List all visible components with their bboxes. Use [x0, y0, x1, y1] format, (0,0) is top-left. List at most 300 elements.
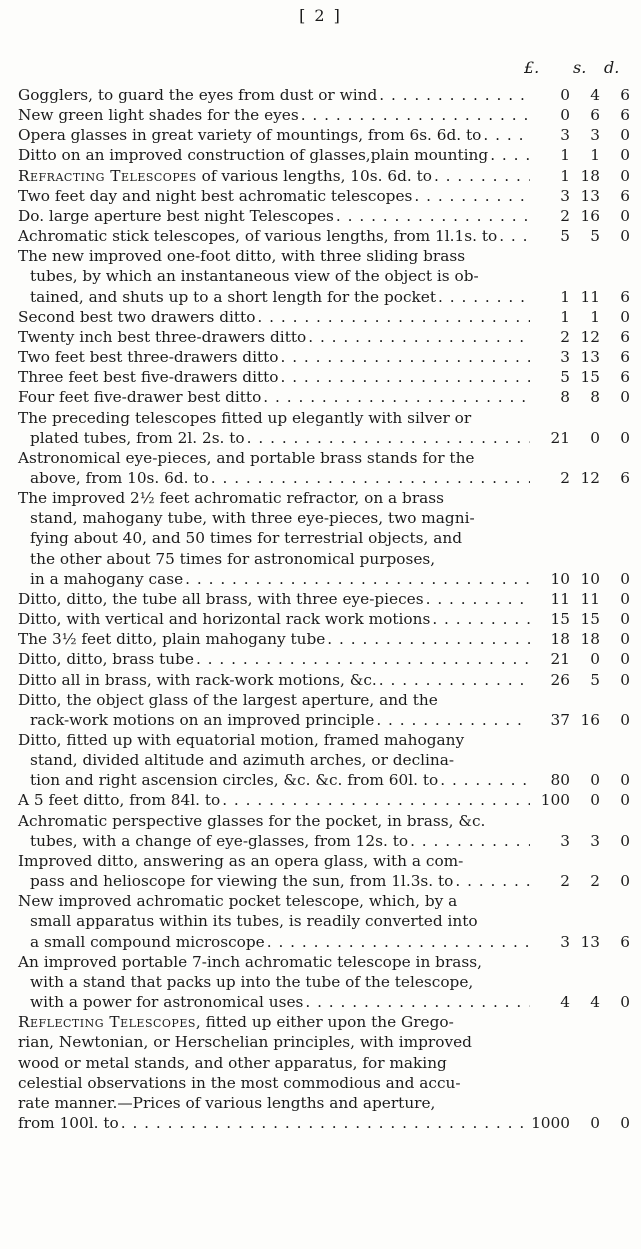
- price-pence: 0: [620, 610, 630, 629]
- entry-price: [530, 125, 630, 145]
- price-entry: [18, 851, 630, 891]
- price-pence: 6: [620, 327, 630, 346]
- price-pence: 0: [620, 589, 630, 608]
- description-text: plated tubes, from 2l. 2s. to: [30, 428, 245, 447]
- price-shillings: 0: [590, 428, 600, 447]
- dot-leader: [440, 770, 530, 790]
- description-text: stand, divided altitude and azimuth arches, or declina-: [30, 751, 455, 770]
- price-entry: [18, 347, 630, 367]
- entry-price: [530, 790, 630, 810]
- price-shillings: 13: [580, 932, 600, 951]
- description-text: tion and right ascension circles, &c. &c. from 60l. to: [30, 771, 439, 790]
- description-text: tubes, by which an instantaneous view of the object is ob-: [30, 267, 479, 286]
- price-entry: [18, 105, 630, 125]
- price-entry: [18, 206, 630, 226]
- description-text: The new improved one-foot ditto, with three sliding brass: [18, 247, 466, 266]
- price-pence: 6: [620, 186, 630, 205]
- price-pence: 6: [620, 932, 630, 951]
- price-pence: 0: [620, 126, 630, 145]
- price-pounds: 21: [550, 650, 570, 669]
- price-pounds: 4: [560, 993, 570, 1012]
- description-text: New improved achromatic pocket telescope, which, by a: [18, 892, 458, 911]
- price-pounds: 3: [560, 348, 570, 367]
- dot-leader: [379, 670, 530, 690]
- description-line: [18, 125, 530, 145]
- dot-leader: [196, 649, 530, 669]
- price-entry: [18, 891, 630, 951]
- price-shillings: 13: [580, 186, 600, 205]
- entry-description: [18, 670, 530, 690]
- price-shillings: 4: [590, 86, 600, 104]
- entry-price: [530, 186, 630, 206]
- entry-price: [530, 226, 630, 246]
- description-line: [18, 871, 530, 891]
- description-line: [18, 307, 530, 327]
- currency-column-headers: [524, 58, 634, 82]
- entry-description: [18, 387, 530, 407]
- price-pounds: 0: [560, 86, 570, 104]
- description-line: [18, 528, 530, 548]
- price-shillings: 1: [590, 146, 600, 165]
- dot-leader: [247, 428, 530, 448]
- description-text: Ditto, ditto, the tube all brass, with three eye-pieces: [18, 589, 424, 608]
- dot-leader: [280, 347, 530, 367]
- entry-price: [530, 932, 630, 952]
- price-pounds: 21: [550, 428, 570, 447]
- description-text: tained, and shuts up to a short length for the pocket: [30, 287, 437, 306]
- entry-price: [530, 609, 630, 629]
- description-text: Two feet best three-drawers ditto: [18, 348, 279, 367]
- description-line: [18, 911, 530, 931]
- description-line: [18, 851, 530, 871]
- price-shillings: 12: [580, 327, 600, 346]
- entry-description: [18, 1012, 530, 1133]
- description-line: [18, 932, 530, 952]
- description-line: [18, 226, 530, 246]
- price-pence: 0: [620, 650, 630, 669]
- entry-description: [18, 952, 530, 1012]
- description-text: celestial observations in the most commodious and accu-: [18, 1073, 461, 1092]
- entry-description: [18, 105, 530, 125]
- description-text: Two feet day and night best achromatic telescopes: [18, 186, 413, 205]
- description-line: [18, 972, 530, 992]
- price-pence: 0: [620, 388, 630, 407]
- price-entry: [18, 609, 630, 629]
- dot-leader: [263, 387, 530, 407]
- entry-description: [18, 891, 530, 951]
- entry-description: [18, 448, 530, 488]
- entry-price: [530, 367, 630, 387]
- description-line: [18, 246, 530, 266]
- dot-leader: [426, 589, 530, 609]
- price-shillings: 11: [580, 589, 600, 608]
- entry-price: [530, 347, 630, 367]
- price-entry: [18, 387, 630, 407]
- description-text: Achromatic perspective glasses for the pocket, in brass, &c.: [18, 811, 486, 830]
- price-pounds: 5: [560, 368, 570, 387]
- description-text: Ditto all in brass, with rack-work motions, &c.: [18, 670, 377, 689]
- description-line: [18, 327, 530, 347]
- dot-leader: [211, 468, 530, 488]
- price-pence: 0: [620, 630, 630, 649]
- entry-price: [530, 629, 630, 649]
- description-line: [18, 448, 530, 468]
- entry-description: [18, 307, 530, 327]
- price-entry: [18, 226, 630, 246]
- entry-price: [530, 145, 630, 165]
- price-entry: [18, 166, 630, 186]
- shillings-header: s.: [573, 58, 587, 77]
- price-shillings: 0: [590, 791, 600, 810]
- price-shillings: 13: [580, 348, 600, 367]
- price-entry: [18, 125, 630, 145]
- entry-description: [18, 166, 530, 186]
- entry-price: [530, 428, 630, 448]
- price-entry: [18, 670, 630, 690]
- price-entry: [18, 952, 630, 1012]
- description-line: [18, 387, 530, 407]
- price-pence: 0: [620, 166, 630, 185]
- price-pounds: 18: [550, 630, 570, 649]
- price-shillings: 4: [590, 993, 600, 1012]
- price-pence: 0: [620, 872, 630, 891]
- entry-price: [530, 85, 630, 105]
- description-line: [18, 206, 530, 226]
- price-pence: 0: [620, 791, 630, 810]
- entry-price: [530, 287, 630, 307]
- dot-leader: [327, 629, 530, 649]
- price-pounds: 3: [560, 186, 570, 205]
- price-pounds: 2: [560, 872, 570, 891]
- dot-leader: [305, 992, 530, 1012]
- pence-header: d.: [604, 58, 620, 77]
- price-pounds: 10: [550, 569, 570, 588]
- entry-price: [530, 831, 630, 851]
- price-entry: [18, 246, 630, 306]
- description-text: rack-work motions on an improved principle: [30, 710, 375, 729]
- entry-price: [530, 206, 630, 226]
- price-pence: 0: [620, 1113, 630, 1132]
- price-shillings: 8: [590, 388, 600, 407]
- price-entry: [18, 790, 630, 810]
- price-pence: 6: [620, 106, 630, 125]
- description-line: [18, 609, 530, 629]
- description-text: the other about 75 times for astronomical purposes,: [30, 549, 436, 568]
- price-pounds: 5: [560, 227, 570, 246]
- description-line: [18, 488, 530, 508]
- description-line: [18, 166, 530, 186]
- dot-leader: [379, 85, 530, 105]
- description-text: The 3½ feet ditto, plain mahogany tube: [18, 630, 326, 649]
- entry-description: [18, 649, 530, 669]
- description-line: [18, 549, 530, 569]
- price-pence: 0: [620, 307, 630, 326]
- dot-leader: [376, 710, 530, 730]
- dot-leader: [185, 569, 530, 589]
- description-text: pass and helioscope for viewing the sun, from 1l.3s. to: [30, 872, 454, 891]
- price-pounds: 1000: [531, 1113, 570, 1132]
- description-line: [18, 508, 530, 528]
- price-pounds: 80: [550, 771, 570, 790]
- dot-leader: [308, 327, 530, 347]
- description-text: from 100l. to: [18, 1113, 119, 1132]
- price-entry: [18, 730, 630, 790]
- price-entry: [18, 629, 630, 649]
- price-pence: 0: [620, 771, 630, 790]
- price-pence: 6: [620, 86, 630, 104]
- entry-description: [18, 690, 530, 730]
- description-line: [18, 649, 530, 669]
- description-line: [18, 891, 530, 911]
- description-text: in a mahogany case: [30, 569, 184, 588]
- price-pounds: 8: [560, 388, 570, 407]
- description-line: [18, 770, 530, 790]
- dot-leader: [336, 206, 530, 226]
- description-text: The improved 2½ feet achromatic refractor, on a brass: [18, 489, 444, 508]
- description-text: a small compound microscope: [30, 932, 265, 951]
- price-pounds: 11: [550, 589, 570, 608]
- description-line: [18, 367, 530, 387]
- entry-price: [530, 992, 630, 1012]
- price-entry: [18, 488, 630, 589]
- price-shillings: 6: [590, 106, 600, 125]
- entry-description: [18, 347, 530, 367]
- description-line: [18, 428, 530, 448]
- entry-description: [18, 790, 530, 810]
- entry-price: [530, 468, 630, 488]
- description-text: Ditto on an improved construction of glasses,plain mounting: [18, 146, 489, 165]
- entry-price: [530, 710, 630, 730]
- entry-price: [530, 307, 630, 327]
- price-shillings: 1: [590, 307, 600, 326]
- dot-leader: [280, 367, 530, 387]
- description-text: Opera glasses in great variety of mountings, from 6s. 6d. to: [18, 126, 482, 145]
- price-entry: [18, 448, 630, 488]
- entry-description: [18, 589, 530, 609]
- description-text: New green light shades for the eyes: [18, 106, 299, 125]
- price-pounds: 1: [560, 146, 570, 165]
- dot-leader: [414, 186, 530, 206]
- price-entry: [18, 811, 630, 851]
- description-text: with a stand that packs up into the tube of the telescope,: [30, 972, 474, 991]
- price-pounds: 0: [560, 106, 570, 125]
- price-shillings: 3: [590, 831, 600, 850]
- price-pounds: 2: [560, 206, 570, 225]
- entry-price: [530, 871, 630, 891]
- description-line: [18, 629, 530, 649]
- description-line: [18, 670, 530, 690]
- price-pence: 6: [620, 468, 630, 487]
- price-pence: 0: [620, 227, 630, 246]
- description-text: Gogglers, to guard the eyes from dust or wind: [18, 86, 378, 104]
- description-text: above, from 10s. 6d. to: [30, 468, 209, 487]
- description-text: Ditto, ditto, brass tube: [18, 650, 194, 669]
- description-text: rate manner.—Prices of various lengths and aperture,: [18, 1093, 436, 1112]
- price-entry: [18, 145, 630, 165]
- entry-price: [530, 569, 630, 589]
- description-line: [18, 790, 530, 810]
- description-text: small apparatus within its tubes, is readily converted into: [30, 912, 478, 931]
- price-entry: [18, 690, 630, 730]
- price-shillings: 16: [580, 206, 600, 225]
- price-entry: [18, 85, 630, 105]
- price-entry: [18, 649, 630, 669]
- price-pence: 0: [620, 206, 630, 225]
- description-line: [18, 186, 530, 206]
- description-line: [18, 347, 530, 367]
- price-pounds: 3: [560, 126, 570, 145]
- description-line: [18, 1073, 530, 1093]
- entry-description: [18, 226, 530, 246]
- description-text: Achromatic stick telescopes, of various lengths, from 1l.1s. to: [18, 227, 498, 246]
- description-line: [18, 690, 530, 710]
- pounds-header: £.: [524, 58, 540, 77]
- description-line: [18, 831, 530, 851]
- dot-leader: [499, 226, 530, 246]
- price-shillings: 12: [580, 468, 600, 487]
- description-line: [18, 85, 530, 105]
- price-pounds: 1: [560, 307, 570, 326]
- entry-description: [18, 811, 530, 851]
- description-text: An improved portable 7-inch achromatic telescope in brass,: [18, 952, 482, 971]
- description-line: [18, 145, 530, 165]
- dot-leader: [222, 790, 530, 810]
- description-line: [18, 1032, 530, 1052]
- entry-price: [530, 327, 630, 347]
- price-entry: [18, 367, 630, 387]
- description-text: Four feet five-drawer best ditto: [18, 388, 262, 407]
- description-line: [18, 266, 530, 286]
- price-shillings: 0: [590, 1113, 600, 1132]
- price-shillings: 10: [580, 569, 600, 588]
- entry-price: [530, 649, 630, 669]
- description-text: rian, Newtonian, or Herschelian principles, with improved: [18, 1033, 472, 1052]
- price-pounds: 100: [540, 791, 570, 810]
- price-shillings: 11: [580, 287, 600, 306]
- description-line: [18, 710, 530, 730]
- price-pounds: 26: [550, 670, 570, 689]
- entry-description: [18, 327, 530, 347]
- price-pence: 0: [620, 569, 630, 588]
- description-text: Ditto, with vertical and horizontal rack work motions: [18, 610, 431, 629]
- price-pence: 0: [620, 670, 630, 689]
- price-pence: 0: [620, 710, 630, 729]
- price-shillings: 15: [580, 368, 600, 387]
- entry-description: [18, 629, 530, 649]
- price-pounds: 2: [560, 468, 570, 487]
- description-line: [18, 105, 530, 125]
- entry-price: [530, 589, 630, 609]
- price-pounds: 1: [560, 166, 570, 185]
- price-pounds: 1: [560, 287, 570, 306]
- price-shillings: 15: [580, 610, 600, 629]
- entry-price: [530, 1113, 630, 1133]
- price-entry: [18, 307, 630, 327]
- price-shillings: 5: [590, 670, 600, 689]
- description-line: [18, 287, 530, 307]
- dot-leader: [455, 871, 530, 891]
- description-text: fying about 40, and 50 times for terrestrial objects, and: [30, 529, 462, 548]
- price-entry: [18, 327, 630, 347]
- price-shillings: 18: [580, 630, 600, 649]
- description-text: stand, mahogany tube, with three eye-pieces, two magni-: [30, 509, 475, 528]
- price-pence: 0: [620, 146, 630, 165]
- entry-description: [18, 145, 530, 165]
- description-line: [18, 1012, 530, 1032]
- entry-description: [18, 85, 530, 105]
- description-text: Improved ditto, answering as an opera glass, with a com-: [18, 851, 464, 870]
- entry-description: [18, 206, 530, 226]
- description-text: Astronomical eye-pieces, and portable brass stands for the: [18, 448, 475, 467]
- price-entry: [18, 186, 630, 206]
- entry-price: [530, 166, 630, 186]
- entry-price: [530, 387, 630, 407]
- description-line: [18, 1093, 530, 1113]
- description-line: [18, 952, 530, 972]
- description-text: Ditto, the object glass of the largest aperture, and the: [18, 690, 438, 709]
- dot-leader: [432, 609, 530, 629]
- price-pence: 0: [620, 428, 630, 447]
- price-pence: 6: [620, 368, 630, 387]
- description-text: Second best two drawers ditto: [18, 307, 256, 326]
- description-line: [18, 750, 530, 770]
- dot-leader: [434, 166, 530, 186]
- description-line: [18, 1053, 530, 1073]
- price-pounds: 37: [550, 710, 570, 729]
- price-shillings: 5: [590, 227, 600, 246]
- entry-description: [18, 730, 530, 790]
- entry-description: [18, 408, 530, 448]
- description-text: Refracting Telescopes of various lengths, 10s. 6d. to: [18, 166, 432, 185]
- description-line: [18, 1113, 530, 1133]
- dot-leader: [410, 831, 530, 851]
- price-pence: 0: [620, 993, 630, 1012]
- entry-description: [18, 367, 530, 387]
- price-shillings: 0: [590, 771, 600, 790]
- description-text: The preceding telescopes fitted up elegantly with silver or: [18, 408, 472, 427]
- entry-price: [530, 105, 630, 125]
- description-text: Three feet best five-drawers ditto: [18, 368, 279, 387]
- description-text: with a power for astronomical uses: [30, 993, 304, 1012]
- dot-leader: [490, 145, 530, 165]
- entry-description: [18, 851, 530, 891]
- price-shillings: 16: [580, 710, 600, 729]
- description-text: A 5 feet ditto, from 84l. to: [18, 791, 221, 810]
- price-shillings: 0: [590, 650, 600, 669]
- price-entry: [18, 1012, 630, 1133]
- description-text: wood or metal stands, and other apparatus, for making: [18, 1053, 447, 1072]
- price-shillings: 18: [580, 166, 600, 185]
- entry-price: [530, 670, 630, 690]
- price-pounds: 15: [550, 610, 570, 629]
- description-line: [18, 408, 530, 428]
- description-line: [18, 569, 530, 589]
- description-text: Twenty inch best three-drawers ditto: [18, 327, 307, 346]
- description-text: tubes, with a change of eye-glasses, from 12s. to: [30, 831, 409, 850]
- price-list: [18, 85, 630, 1133]
- dot-leader: [483, 125, 530, 145]
- description-line: [18, 730, 530, 750]
- description-text: Ditto, fitted up with equatorial motion, framed mahogany: [18, 731, 465, 749]
- description-line: [18, 992, 530, 1012]
- dot-leader: [257, 307, 530, 327]
- price-shillings: 2: [590, 872, 600, 891]
- description-line: [18, 468, 530, 488]
- description-text: Reflecting Telescopes, fitted up either upon the Grego-: [18, 1013, 454, 1032]
- price-entry: [18, 589, 630, 609]
- dot-leader: [438, 287, 530, 307]
- entry-description: [18, 609, 530, 629]
